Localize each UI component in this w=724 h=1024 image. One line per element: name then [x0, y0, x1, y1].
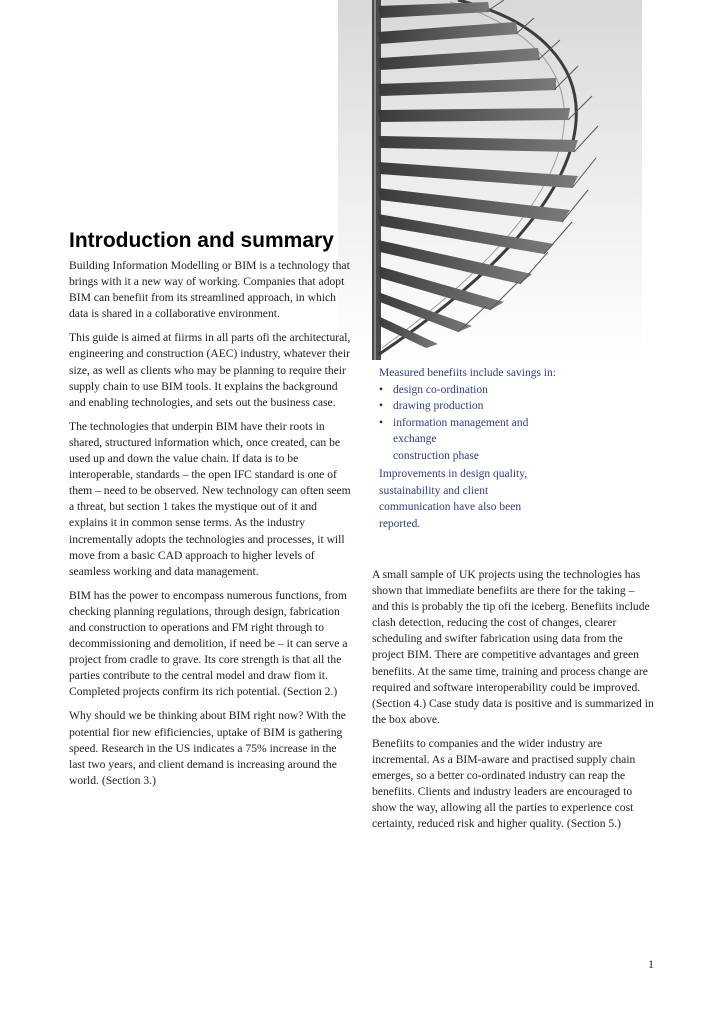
benefits-list	[379, 382, 619, 465]
right-column	[372, 567, 654, 841]
benefit-item-construction-phase: construction phase	[393, 449, 479, 462]
callout-intro: Measured benefiits include savings in:	[379, 367, 556, 379]
benefit-item-design-coordination: • design co-ordination	[379, 382, 619, 399]
spiral-staircase-photo	[338, 0, 642, 360]
benefits-callout-box	[379, 365, 619, 532]
benefit-item-exchange: exchange	[393, 433, 437, 445]
intro-paragraph: Building Information Modelling or BIM is a technology that brings with it a new way of working. Companies that adopt BIM can benefiit from its streamlined approach, in which data is shared in a collaborative environment.	[69, 259, 350, 321]
benefit-item-information-management: • information management and	[379, 415, 619, 432]
page-title: Introduction and summary	[69, 229, 334, 252]
page-number: 1	[648, 957, 654, 971]
industry-benefits-paragraph: Benefiits to companies and the wider industry are incremental. As a BIM-aware and practised supply chain emerges, so a better co-ordinated industry can reap the benefiits. Clients and industry leaders are encouraged to show the way, allowing all the parties to experience cost certainty, reduced risk and higher quality. (Section 5.)	[372, 736, 636, 831]
technologies-paragraph: The technologies that underpin BIM have their roots in shared, structured information which, once created, can be used up and down the value chain. If data is to be interoperable, standards – the open IFC standard is one of them – need to be observed. New technology can often seem a threat, but section 1 takes the mystique out of it and explains it in common sense terms. As the industry incrementally adopts the technologies and processes, it will move from a basic CAD approach to higher levels of seamless working and data management.	[69, 419, 351, 578]
benefit-item-drawing-production: • drawing production	[379, 398, 619, 415]
uk-sample-paragraph: A small sample of UK projects using the technologies has shown that immediate benefiits are there for the taking – and this is probably the tip ofi the iceberg. Benefiits include clash detection, reducing the cost of changes, clearer scheduling and swifter fabrication using data from the project BIM. There are competitive advantages and green benefiits. At the same time, training and process change are required and software interoperability could be improved. (Section 4.) Case study data is positive and is summarized in the box above.	[372, 568, 654, 726]
audience-paragraph: This guide is aimed at fiirms in all parts ofi the architectural, engineering and construction (AEC) industry, whatever their size, as well as clients who may be planning to require their supply chain to use BIM tools. It explains the background and enabling technologies, and sets out the business case.	[69, 331, 351, 409]
callout-outro: Improvements in design quality, sustainability and client communication have also been reported.	[379, 468, 528, 530]
bim-power-paragraph: BIM has the power to encompass numerous functions, from checking planning regulations, through design, fabrication and construction to operations and FM right through to decommissioning and demolition, if need be – it can serve a project from cradle to grave. Its core strength is that all the parties contribute to the central model and draw fiom it. Completed projects confirm its rich potential. (Section 2.)	[69, 588, 348, 699]
left-column	[69, 258, 355, 797]
why-now-paragraph: Why should we be thinking about BIM right now? With the potential fior new efificiencies, uptake of BIM is gathering speed. Research in the US indicates a 75% increase in the last two years, and client demand is increasing around the world. (Section 3.)	[69, 709, 346, 787]
